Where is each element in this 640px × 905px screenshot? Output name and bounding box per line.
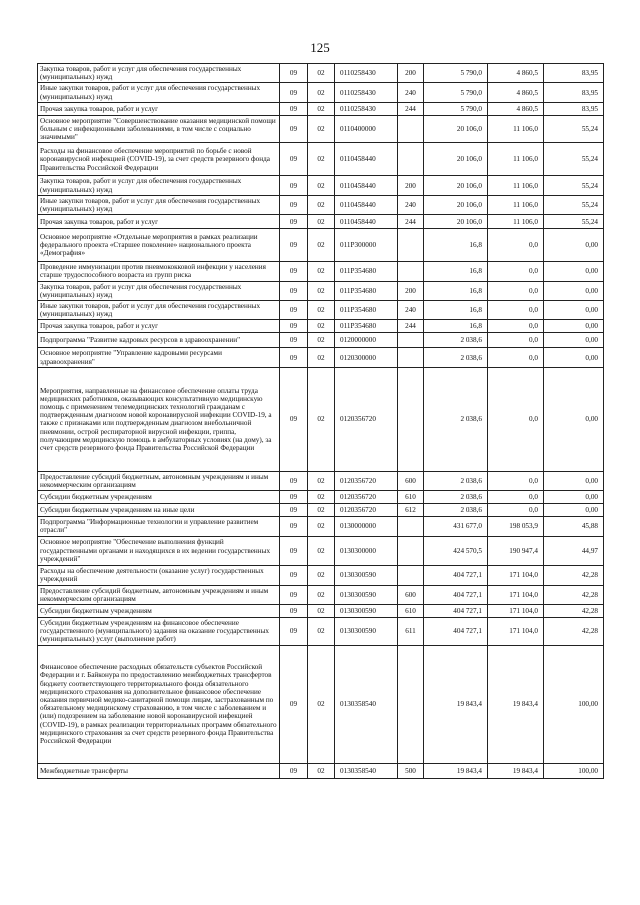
section-cell: 09 xyxy=(280,536,308,565)
target-article-cell: 011P300000 xyxy=(335,229,398,262)
executed-amount-cell: 171 104,0 xyxy=(488,585,544,604)
planned-amount-cell: 20 106,0 xyxy=(424,195,488,214)
planned-amount-cell: 2 038,6 xyxy=(424,333,488,348)
expense-type-cell xyxy=(398,367,424,471)
executed-amount-cell: 0,0 xyxy=(488,301,544,320)
row-name-cell: Иные закупки товаров, работ и услуг для обеспечения государственных (муниципальных) нужд xyxy=(38,195,280,214)
target-article-cell: 0120356720 xyxy=(335,471,398,490)
section-cell: 09 xyxy=(280,281,308,300)
section-cell: 09 xyxy=(280,115,308,143)
execution-percent-cell: 55,24 xyxy=(544,215,604,229)
executed-amount-cell: 190 947,4 xyxy=(488,536,544,565)
row-name-cell: Предоставление субсидий бюджетным, автономным учреждениям и иным некоммерческим организациям xyxy=(38,585,280,604)
row-name-cell: Основное мероприятие "Совершенствование оказания медицинской помощи больным с инфекционными заболеваниями, в том числе с социально значимыми" xyxy=(38,115,280,143)
execution-percent-cell: 100,00 xyxy=(544,645,604,763)
budget-table xyxy=(37,63,604,779)
executed-amount-cell: 0,0 xyxy=(488,281,544,300)
table-row xyxy=(38,229,604,262)
section-cell: 09 xyxy=(280,645,308,763)
target-article-cell: 0110458440 xyxy=(335,195,398,214)
execution-percent-cell: 42,28 xyxy=(544,565,604,585)
planned-amount-cell: 431 677,0 xyxy=(424,517,488,536)
planned-amount-cell: 404 727,1 xyxy=(424,618,488,646)
planned-amount-cell: 20 106,0 xyxy=(424,115,488,143)
execution-percent-cell: 0,00 xyxy=(544,229,604,262)
target-article-cell: 0130358540 xyxy=(335,763,398,778)
execution-percent-cell: 42,28 xyxy=(544,605,604,618)
planned-amount-cell: 16,8 xyxy=(424,301,488,320)
planned-amount-cell: 16,8 xyxy=(424,262,488,281)
planned-amount-cell: 16,8 xyxy=(424,229,488,262)
executed-amount-cell: 0,0 xyxy=(488,504,544,517)
table-row xyxy=(38,605,604,618)
row-name-cell: Прочая закупка товаров, работ и услуг xyxy=(38,102,280,115)
table-row xyxy=(38,64,604,83)
target-article-cell: 0120356720 xyxy=(335,504,398,517)
section-cell: 09 xyxy=(280,565,308,585)
target-article-cell: 0120000000 xyxy=(335,333,398,348)
target-article-cell: 0110458440 xyxy=(335,176,398,195)
table-row xyxy=(38,367,604,471)
executed-amount-cell: 0,0 xyxy=(488,471,544,490)
execution-percent-cell: 55,24 xyxy=(544,176,604,195)
row-name-cell: Субсидии бюджетным учреждениям xyxy=(38,491,280,504)
planned-amount-cell: 5 790,0 xyxy=(424,83,488,102)
row-name-cell: Основное мероприятие "Управление кадровыми ресурсами здравоохранения" xyxy=(38,348,280,367)
section-cell: 09 xyxy=(280,763,308,778)
expense-type-cell xyxy=(398,348,424,367)
expense-type-cell: 500 xyxy=(398,763,424,778)
row-name-cell: Расходы на обеспечение деятельности (оказание услуг) государственных учреждений xyxy=(38,565,280,585)
row-name-cell: Прочая закупка товаров, работ и услуг xyxy=(38,320,280,333)
section-cell: 09 xyxy=(280,176,308,195)
section-cell: 09 xyxy=(280,618,308,646)
row-name-cell: Закупка товаров, работ и услуг для обеспечения государственных (муниципальных) нужд xyxy=(38,176,280,195)
executed-amount-cell: 0,0 xyxy=(488,262,544,281)
execution-percent-cell: 100,00 xyxy=(544,763,604,778)
row-name-cell: Закупка товаров, работ и услуг для обеспечения государственных (муниципальных) нужд xyxy=(38,64,280,83)
execution-percent-cell: 55,24 xyxy=(544,115,604,143)
section-cell: 09 xyxy=(280,64,308,83)
row-name-cell: Проведение иммунизации против пневмококковой инфекции у населения старше трудоспособного возраста из групп риска xyxy=(38,262,280,281)
executed-amount-cell: 0,0 xyxy=(488,333,544,348)
expense-type-cell: 612 xyxy=(398,504,424,517)
executed-amount-cell: 11 106,0 xyxy=(488,115,544,143)
table-row xyxy=(38,333,604,348)
expense-type-cell xyxy=(398,229,424,262)
subsection-cell: 02 xyxy=(308,320,335,333)
row-name-cell: Предоставление субсидий бюджетным, автономным учреждениям и иным некоммерческим организациям xyxy=(38,471,280,490)
target-article-cell: 0110258430 xyxy=(335,102,398,115)
execution-percent-cell: 0,00 xyxy=(544,491,604,504)
executed-amount-cell: 19 843,4 xyxy=(488,645,544,763)
target-article-cell: 0120356720 xyxy=(335,491,398,504)
execution-percent-cell: 0,00 xyxy=(544,367,604,471)
row-name-cell: Подпрограмма "Развитие кадровых ресурсов в здравоохранении" xyxy=(38,333,280,348)
expense-type-cell xyxy=(398,517,424,536)
subsection-cell: 02 xyxy=(308,262,335,281)
executed-amount-cell: 11 106,0 xyxy=(488,215,544,229)
target-article-cell: 011P354680 xyxy=(335,262,398,281)
subsection-cell: 02 xyxy=(308,143,335,176)
expense-type-cell: 610 xyxy=(398,491,424,504)
executed-amount-cell: 19 843,4 xyxy=(488,763,544,778)
subsection-cell: 02 xyxy=(308,605,335,618)
table-row xyxy=(38,491,604,504)
execution-percent-cell: 44,97 xyxy=(544,536,604,565)
execution-percent-cell: 42,28 xyxy=(544,618,604,646)
expense-type-cell: 200 xyxy=(398,64,424,83)
row-name-cell: Закупка товаров, работ и услуг для обеспечения государственных (муниципальных) нужд xyxy=(38,281,280,300)
section-cell: 09 xyxy=(280,83,308,102)
subsection-cell: 02 xyxy=(308,585,335,604)
subsection-cell: 02 xyxy=(308,102,335,115)
target-article-cell: 0130300590 xyxy=(335,605,398,618)
expense-type-cell: 600 xyxy=(398,471,424,490)
subsection-cell: 02 xyxy=(308,301,335,320)
planned-amount-cell: 16,8 xyxy=(424,320,488,333)
planned-amount-cell: 2 038,6 xyxy=(424,348,488,367)
target-article-cell: 0110458440 xyxy=(335,143,398,176)
subsection-cell: 02 xyxy=(308,64,335,83)
section-cell: 09 xyxy=(280,585,308,604)
table-row xyxy=(38,143,604,176)
row-name-cell: Финансовое обеспечение расходных обязательств субъектов Российской Федерации и г. Байконура по предоставлению межбюджетных трансфертов бюджету соответствующего территориального фонда обязательного медицинского страхования на дополнительное финансовое обеспечение оказания первичной медико-санитарной помощи лицам, застрахованным по обязательному медицинскому страхованию, в том числе с заболеванием и (или) подозрением на заболевание новой коронавирусной инфекцией (COVID-19), в рамках реализации территориальных программ обязательного медицинского страхования за счет средств резервного фонда Правительства Российской Федерации xyxy=(38,645,280,763)
execution-percent-cell: 83,95 xyxy=(544,83,604,102)
expense-type-cell xyxy=(398,333,424,348)
table-row xyxy=(38,618,604,646)
executed-amount-cell: 0,0 xyxy=(488,229,544,262)
planned-amount-cell: 5 790,0 xyxy=(424,64,488,83)
expense-type-cell: 200 xyxy=(398,176,424,195)
execution-percent-cell: 0,00 xyxy=(544,301,604,320)
expense-type-cell xyxy=(398,645,424,763)
subsection-cell: 02 xyxy=(308,215,335,229)
execution-percent-cell: 45,88 xyxy=(544,517,604,536)
executed-amount-cell: 0,0 xyxy=(488,348,544,367)
execution-percent-cell: 55,24 xyxy=(544,195,604,214)
execution-percent-cell: 0,00 xyxy=(544,471,604,490)
planned-amount-cell: 20 106,0 xyxy=(424,215,488,229)
row-name-cell: Иные закупки товаров, работ и услуг для обеспечения государственных (муниципальных) нужд xyxy=(38,83,280,102)
execution-percent-cell: 42,28 xyxy=(544,585,604,604)
planned-amount-cell: 19 843,4 xyxy=(424,763,488,778)
planned-amount-cell: 19 843,4 xyxy=(424,645,488,763)
expense-type-cell: 240 xyxy=(398,195,424,214)
executed-amount-cell: 171 104,0 xyxy=(488,565,544,585)
table-row xyxy=(38,565,604,585)
planned-amount-cell: 404 727,1 xyxy=(424,585,488,604)
executed-amount-cell: 4 860,5 xyxy=(488,64,544,83)
executed-amount-cell: 171 104,0 xyxy=(488,605,544,618)
table-row xyxy=(38,215,604,229)
expense-type-cell: 200 xyxy=(398,281,424,300)
target-article-cell: 011P354680 xyxy=(335,281,398,300)
row-name-cell: Подпрограмма "Информационные технологии и управление развитием отрасли" xyxy=(38,517,280,536)
execution-percent-cell: 0,00 xyxy=(544,348,604,367)
row-name-cell: Иные закупки товаров, работ и услуг для обеспечения государственных (муниципальных) нужд xyxy=(38,301,280,320)
planned-amount-cell: 404 727,1 xyxy=(424,565,488,585)
target-article-cell: 0110458440 xyxy=(335,215,398,229)
table-row xyxy=(38,536,604,565)
expense-type-cell: 600 xyxy=(398,585,424,604)
section-cell: 09 xyxy=(280,320,308,333)
expense-type-cell xyxy=(398,565,424,585)
target-article-cell: 0130000000 xyxy=(335,517,398,536)
execution-percent-cell: 0,00 xyxy=(544,504,604,517)
execution-percent-cell: 0,00 xyxy=(544,262,604,281)
expense-type-cell: 611 xyxy=(398,618,424,646)
executed-amount-cell: 4 860,5 xyxy=(488,102,544,115)
section-cell: 09 xyxy=(280,229,308,262)
executed-amount-cell: 11 106,0 xyxy=(488,143,544,176)
target-article-cell: 011P354680 xyxy=(335,301,398,320)
section-cell: 09 xyxy=(280,517,308,536)
section-cell: 09 xyxy=(280,605,308,618)
target-article-cell: 0120356720 xyxy=(335,367,398,471)
row-name-cell: Субсидии бюджетным учреждениям на иные цели xyxy=(38,504,280,517)
subsection-cell: 02 xyxy=(308,618,335,646)
subsection-cell: 02 xyxy=(308,176,335,195)
row-name-cell: Мероприятия, направленные на финансовое обеспечение оплаты труда медицинских работников, оказывающих консультативную медицинскую помощь с применением телемедицинских технологий гражданам с подтвержденным диагнозом новой коронавирусной инфекции COVID-19, а также с признаками или подтвержденным диагнозом внебольничной пневмонии, острой респираторной вирусной инфекции, гриппа, получающим медицинскую помощь в амбулаторных условиях (на дому), за счет средств резервного фонда Правительства Российской Федерации xyxy=(38,367,280,471)
executed-amount-cell: 0,0 xyxy=(488,367,544,471)
executed-amount-cell: 171 104,0 xyxy=(488,618,544,646)
table-row xyxy=(38,645,604,763)
table-row xyxy=(38,301,604,320)
expense-type-cell: 244 xyxy=(398,102,424,115)
subsection-cell: 02 xyxy=(308,471,335,490)
subsection-cell: 02 xyxy=(308,367,335,471)
execution-percent-cell: 0,00 xyxy=(544,281,604,300)
planned-amount-cell: 5 790,0 xyxy=(424,102,488,115)
table-row xyxy=(38,262,604,281)
target-article-cell: 0110258430 xyxy=(335,83,398,102)
subsection-cell: 02 xyxy=(308,517,335,536)
executed-amount-cell: 0,0 xyxy=(488,320,544,333)
subsection-cell: 02 xyxy=(308,333,335,348)
section-cell: 09 xyxy=(280,301,308,320)
subsection-cell: 02 xyxy=(308,281,335,300)
section-cell: 09 xyxy=(280,504,308,517)
planned-amount-cell: 2 038,6 xyxy=(424,504,488,517)
target-article-cell: 0130300590 xyxy=(335,585,398,604)
expense-type-cell: 244 xyxy=(398,320,424,333)
executed-amount-cell: 0,0 xyxy=(488,491,544,504)
subsection-cell: 02 xyxy=(308,229,335,262)
subsection-cell: 02 xyxy=(308,348,335,367)
planned-amount-cell: 2 038,6 xyxy=(424,491,488,504)
row-name-cell: Прочая закупка товаров, работ и услуг xyxy=(38,215,280,229)
subsection-cell: 02 xyxy=(308,83,335,102)
subsection-cell: 02 xyxy=(308,504,335,517)
planned-amount-cell: 424 570,5 xyxy=(424,536,488,565)
table-row xyxy=(38,348,604,367)
executed-amount-cell: 11 106,0 xyxy=(488,176,544,195)
section-cell: 09 xyxy=(280,102,308,115)
planned-amount-cell: 2 038,6 xyxy=(424,367,488,471)
planned-amount-cell: 2 038,6 xyxy=(424,471,488,490)
execution-percent-cell: 83,95 xyxy=(544,64,604,83)
target-article-cell: 0130300590 xyxy=(335,618,398,646)
page-number: 125 xyxy=(310,40,330,55)
expense-type-cell xyxy=(398,536,424,565)
row-name-cell: Межбюджетные трансферты xyxy=(38,763,280,778)
section-cell: 09 xyxy=(280,348,308,367)
target-article-cell: 0110400000 xyxy=(335,115,398,143)
expense-type-cell xyxy=(398,262,424,281)
section-cell: 09 xyxy=(280,367,308,471)
planned-amount-cell: 20 106,0 xyxy=(424,143,488,176)
expense-type-cell xyxy=(398,115,424,143)
subsection-cell: 02 xyxy=(308,536,335,565)
execution-percent-cell: 55,24 xyxy=(544,143,604,176)
target-article-cell: 0110258430 xyxy=(335,64,398,83)
target-article-cell: 0130300000 xyxy=(335,536,398,565)
table-body xyxy=(38,64,604,779)
subsection-cell: 02 xyxy=(308,645,335,763)
expense-type-cell: 610 xyxy=(398,605,424,618)
table-row xyxy=(38,176,604,195)
expense-type-cell: 244 xyxy=(398,215,424,229)
row-name-cell: Субсидии бюджетным учреждениям на финансовое обеспечение государственного (муниципального) задания на оказание государственных (муниципальных) услуг (выполнение работ) xyxy=(38,618,280,646)
table-row xyxy=(38,281,604,300)
row-name-cell: Субсидии бюджетным учреждениям xyxy=(38,605,280,618)
table-row xyxy=(38,195,604,214)
target-article-cell: 011P354680 xyxy=(335,320,398,333)
executed-amount-cell: 198 053,9 xyxy=(488,517,544,536)
planned-amount-cell: 20 106,0 xyxy=(424,176,488,195)
table-row xyxy=(38,504,604,517)
target-article-cell: 0130300590 xyxy=(335,565,398,585)
subsection-cell: 02 xyxy=(308,115,335,143)
executed-amount-cell: 11 106,0 xyxy=(488,195,544,214)
table-row xyxy=(38,102,604,115)
subsection-cell: 02 xyxy=(308,195,335,214)
expense-type-cell: 240 xyxy=(398,83,424,102)
planned-amount-cell: 404 727,1 xyxy=(424,605,488,618)
section-cell: 09 xyxy=(280,471,308,490)
executed-amount-cell: 4 860,5 xyxy=(488,83,544,102)
row-name-cell: Основное мероприятие «Отдельные мероприятия в рамках реализации федерального проекта «Старшее поколение» национального проекта «Демография» xyxy=(38,229,280,262)
subsection-cell: 02 xyxy=(308,763,335,778)
table-row xyxy=(38,83,604,102)
table-row xyxy=(38,471,604,490)
section-cell: 09 xyxy=(280,491,308,504)
table-row xyxy=(38,585,604,604)
execution-percent-cell: 0,00 xyxy=(544,320,604,333)
table-row xyxy=(38,517,604,536)
subsection-cell: 02 xyxy=(308,565,335,585)
expense-type-cell xyxy=(398,143,424,176)
section-cell: 09 xyxy=(280,215,308,229)
expense-type-cell: 240 xyxy=(398,301,424,320)
row-name-cell: Расходы на финансовое обеспечение мероприятий по борьбе с новой коронавирусной инфекцией (COVID-19), за счет средств резервного фонда Правительства Российской Федерации xyxy=(38,143,280,176)
target-article-cell: 0130358540 xyxy=(335,645,398,763)
section-cell: 09 xyxy=(280,143,308,176)
table-row xyxy=(38,320,604,333)
section-cell: 09 xyxy=(280,262,308,281)
table-row xyxy=(38,763,604,778)
row-name-cell: Основное мероприятие "Обеспечение выполнения функций государственными органами и находящихся в их ведении государственных учреждений" xyxy=(38,536,280,565)
section-cell: 09 xyxy=(280,333,308,348)
execution-percent-cell: 0,00 xyxy=(544,333,604,348)
table-row xyxy=(38,115,604,143)
execution-percent-cell: 83,95 xyxy=(544,102,604,115)
section-cell: 09 xyxy=(280,195,308,214)
planned-amount-cell: 16,8 xyxy=(424,281,488,300)
subsection-cell: 02 xyxy=(308,491,335,504)
target-article-cell: 0120300000 xyxy=(335,348,398,367)
